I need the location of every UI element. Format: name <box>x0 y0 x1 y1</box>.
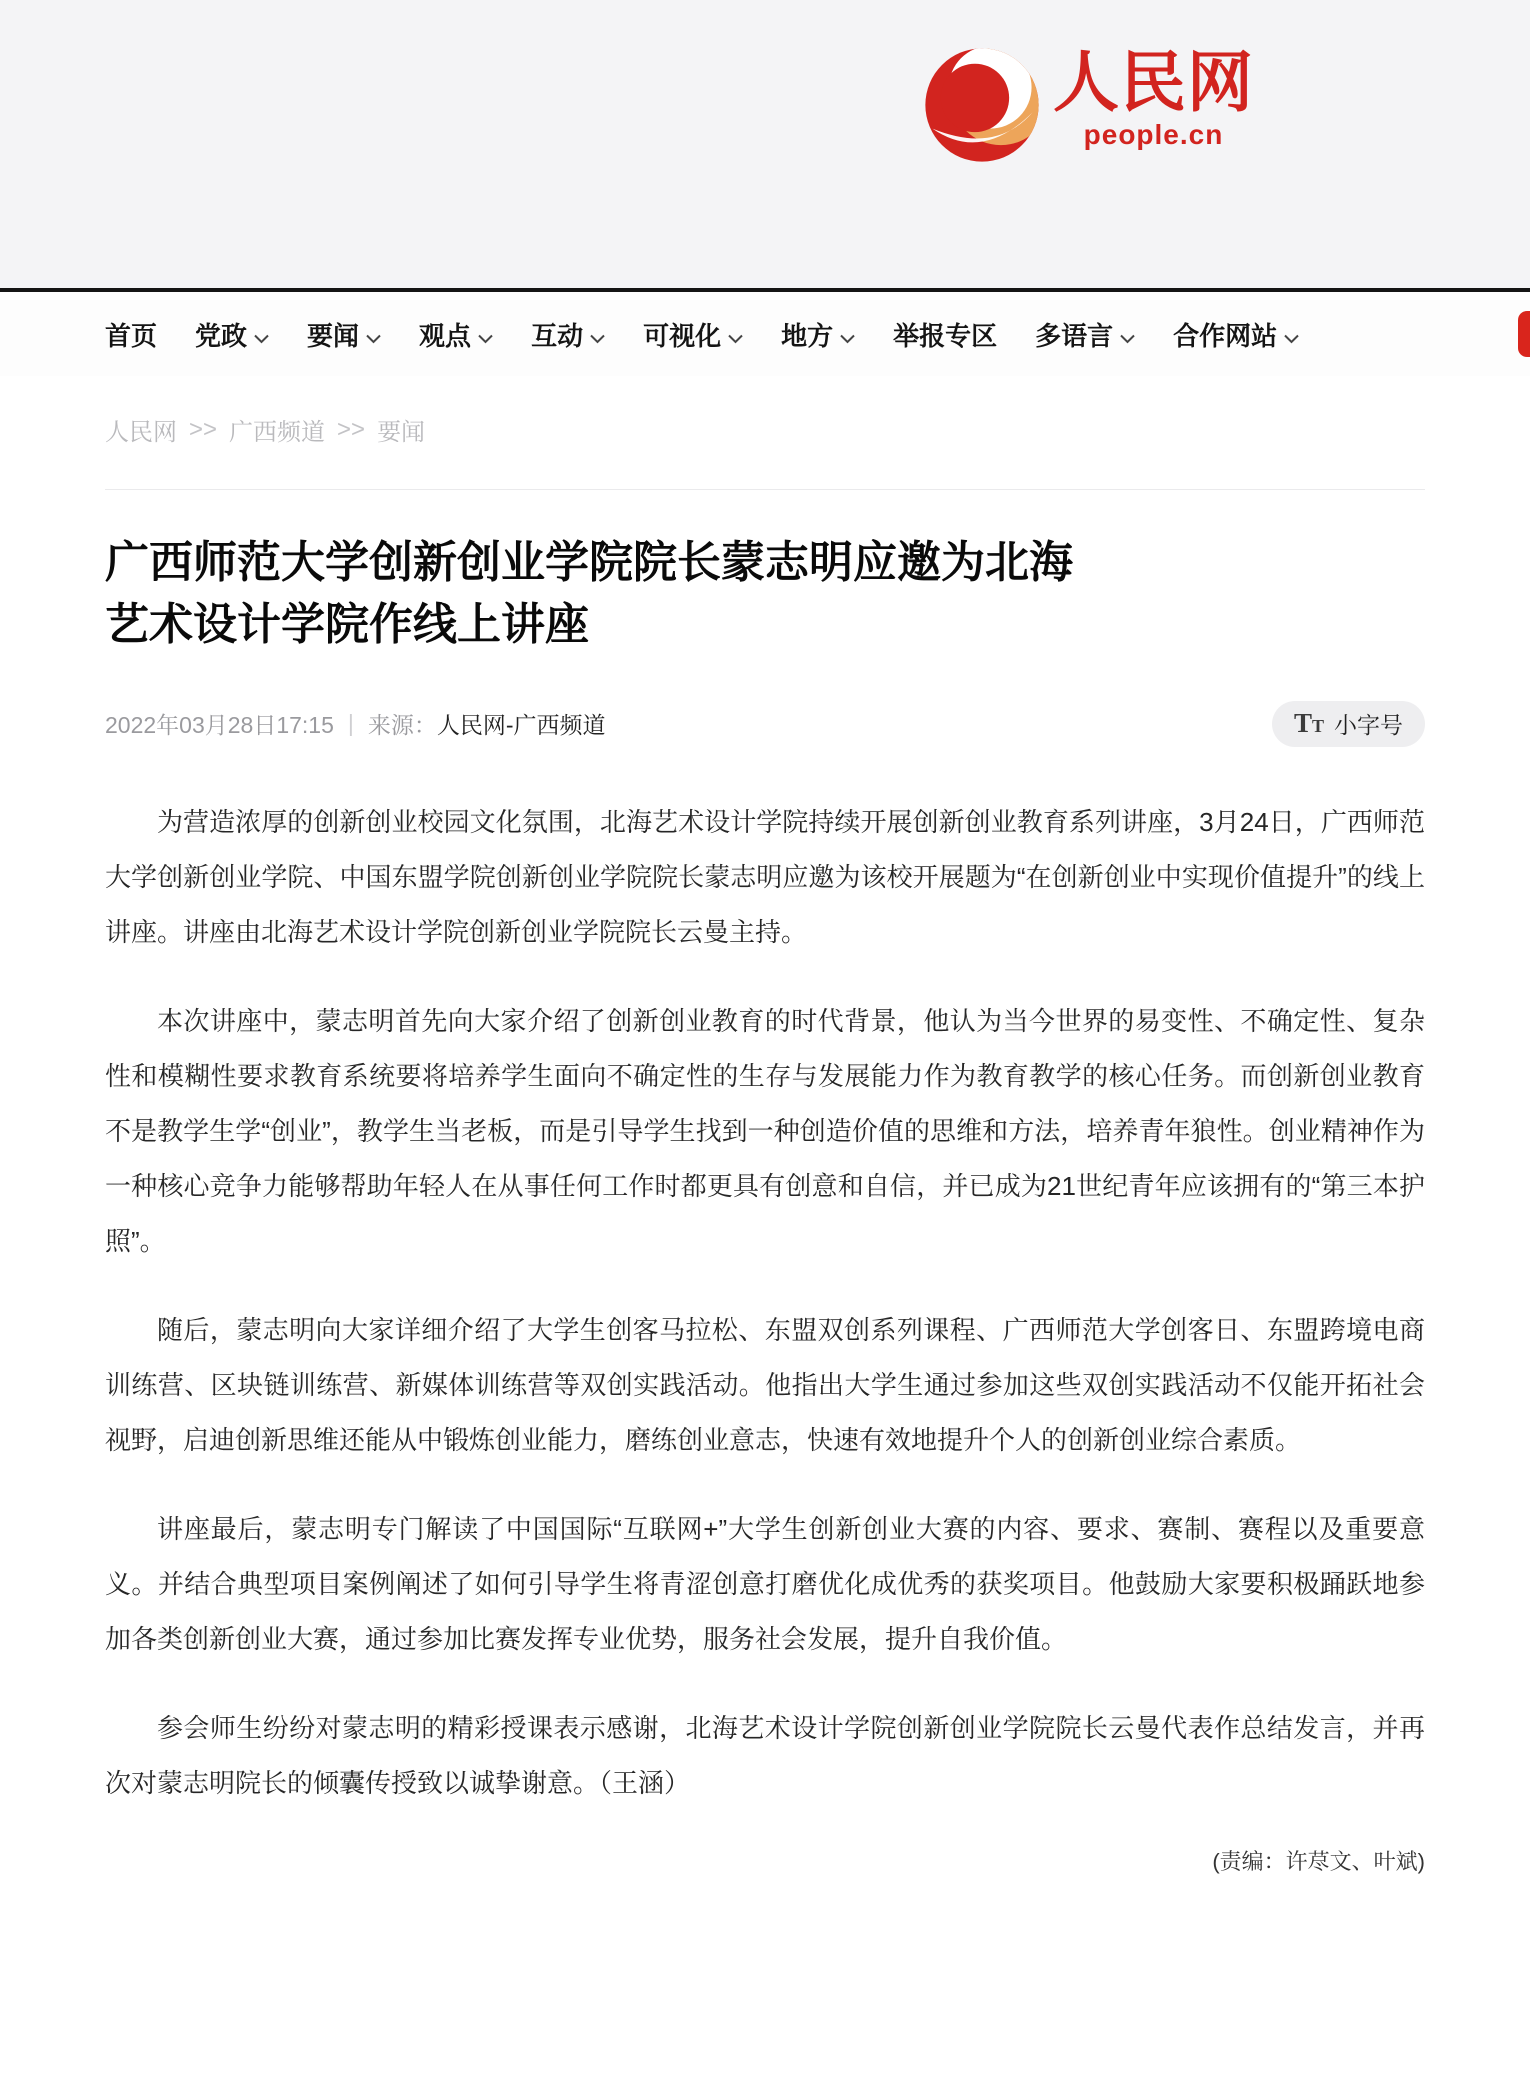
nav-item-guandian[interactable] <box>419 316 493 353</box>
nav-item-difang[interactable] <box>781 316 855 353</box>
chevron-down-icon <box>590 320 605 351</box>
nav-item-keshihua[interactable] <box>643 316 743 353</box>
people-cn-logo-icon <box>923 46 1041 164</box>
source-link[interactable]: 人民网-广西频道 <box>436 712 606 739</box>
chevron-down-icon <box>1120 320 1135 351</box>
nav-item-label: 合作网站 <box>1173 320 1278 351</box>
article-body <box>105 795 1425 1811</box>
article-paragraph: 随后，蒙志明向大家详细介绍了大学生创客马拉松、东盟双创系列课程、广西师范大学创客日、东盟跨境电商训练营、区块链训练营、新媒体训练营等双创实践活动。他指出大学生通过参加这些双创实践活动不仅能开拓社会视野，启迪创新思维还能从中锻炼创业能力，磨练创业意志，快速有效地提升个人的创新创业综合素质。 <box>105 1314 1425 1455</box>
people-cn-logo[interactable] <box>923 46 1254 164</box>
font-size-tt-icon: T T <box>1293 708 1324 739</box>
chevron-down-icon <box>840 320 855 351</box>
nav-item-label: 多语言 <box>1035 320 1114 351</box>
chevron-down-icon <box>728 320 743 351</box>
nav-item-label: 要闻 <box>307 320 360 351</box>
chevron-down-icon <box>478 320 493 351</box>
breadcrumb-separator: >> <box>337 415 366 443</box>
breadcrumb-link-yaowen[interactable]: 要闻 <box>377 419 426 446</box>
article-meta <box>105 701 1425 747</box>
nav-item-label: 地方 <box>781 320 834 351</box>
nav-item-yaowen[interactable] <box>307 316 381 353</box>
site-header <box>0 0 1530 288</box>
chevron-down-icon <box>254 320 269 351</box>
nav-item-label: 观点 <box>419 320 472 351</box>
article-paragraph: 讲座最后，蒙志明专门解读了中国国际“互联网+”大学生创新创业大赛的内容、要求、赛制、赛程以及重要意义。并结合典型项目案例阐述了如何引导学生将青涩创意打磨优化成优秀的获奖项目。他鼓励大家要积极踊跃地参加各类创新创业大赛，通过参加比赛发挥专业优势，服务社会发展，提升自我价值。 <box>105 1513 1425 1654</box>
nav-edge-red-tab[interactable] <box>1518 311 1530 357</box>
publish-date: 2022年03月28日17:15 <box>105 712 334 739</box>
article-paragraph: 本次讲座中，蒙志明首先向大家介绍了创新创业教育的时代背景，他认为当今世界的易变性、不确定性、复杂性和模糊性要求教育系统要将培养学生面向不确定性的生存与发展能力作为教育教学的核心任务。而创新创业教育不是教学生学“创业”，教学生当老板，而是引导学生找到一种创造价值的思维和方法，培养青年狼性。创业精神作为一种核心竞争力能够帮助年轻人在从事任何工作时都更具有创意和自信，并已成为21世纪青年应该拥有的“第三本护照”。 <box>105 1005 1425 1256</box>
source-label: 来源： <box>367 712 437 739</box>
nav-item-duoyuyan[interactable] <box>1035 316 1135 353</box>
nav-item-home[interactable] <box>105 316 157 353</box>
nav-item-dangzheng[interactable] <box>195 316 269 353</box>
nav-item-label: 互动 <box>531 320 584 351</box>
nav-item-hudong[interactable] <box>531 316 605 353</box>
breadcrumb <box>105 412 1425 447</box>
nav-item-label: 首页 <box>105 320 158 351</box>
font-size-button[interactable] <box>1272 701 1425 747</box>
article-paragraph: 参会师生纷纷对蒙志明的精彩授课表示感谢，北海艺术设计学院创新创业学院院长云曼代表作总结发言，并再次对蒙志明院长的倾囊传授致以诚挚谢意。（王涵） <box>105 1712 1425 1798</box>
breadcrumb-separator: >> <box>189 415 218 443</box>
nav-item-label: 可视化 <box>643 320 722 351</box>
article-page <box>0 412 1530 1876</box>
font-size-button-label: 小字号 <box>1334 712 1403 739</box>
nav-item-jubao[interactable] <box>893 316 997 353</box>
editors-note: (责编：许荩文、叶斌) <box>1212 1848 1425 1874</box>
chevron-down-icon <box>366 320 381 351</box>
logo-cn-text: 人民网 <box>1053 45 1254 119</box>
breadcrumb-link-guangxi-channel[interactable]: 广西频道 <box>229 419 326 446</box>
chevron-down-icon <box>1284 320 1299 351</box>
breadcrumb-link-peoplecn[interactable]: 人民网 <box>105 419 177 446</box>
nav-item-label: 举报专区 <box>893 320 998 351</box>
article-paragraph: 为营造浓厚的创新创业校园文化氛围，北海艺术设计学院持续开展创新创业教育系列讲座，3月24日，广西师范大学创新创业学院、中国东盟学院创新创业学院院长蒙志明应邀为该校开展题为“在创新创业中实现价值提升”的线上讲座。讲座由北海艺术设计学院创新创业学院院长云曼主持。 <box>105 806 1425 947</box>
meta-separator: | <box>347 710 354 737</box>
breadcrumb-divider <box>105 489 1425 490</box>
logo-text <box>1053 46 1254 151</box>
article-title: 广西师范大学创新创业学院院长蒙志明应邀为北海艺术设计学院作线上讲座 <box>105 538 1073 650</box>
nav-item-label: 党政 <box>195 320 248 351</box>
nav-item-hezuo[interactable] <box>1173 316 1299 353</box>
main-nav <box>0 292 1530 376</box>
logo-en-text: people.cn <box>1083 119 1224 151</box>
